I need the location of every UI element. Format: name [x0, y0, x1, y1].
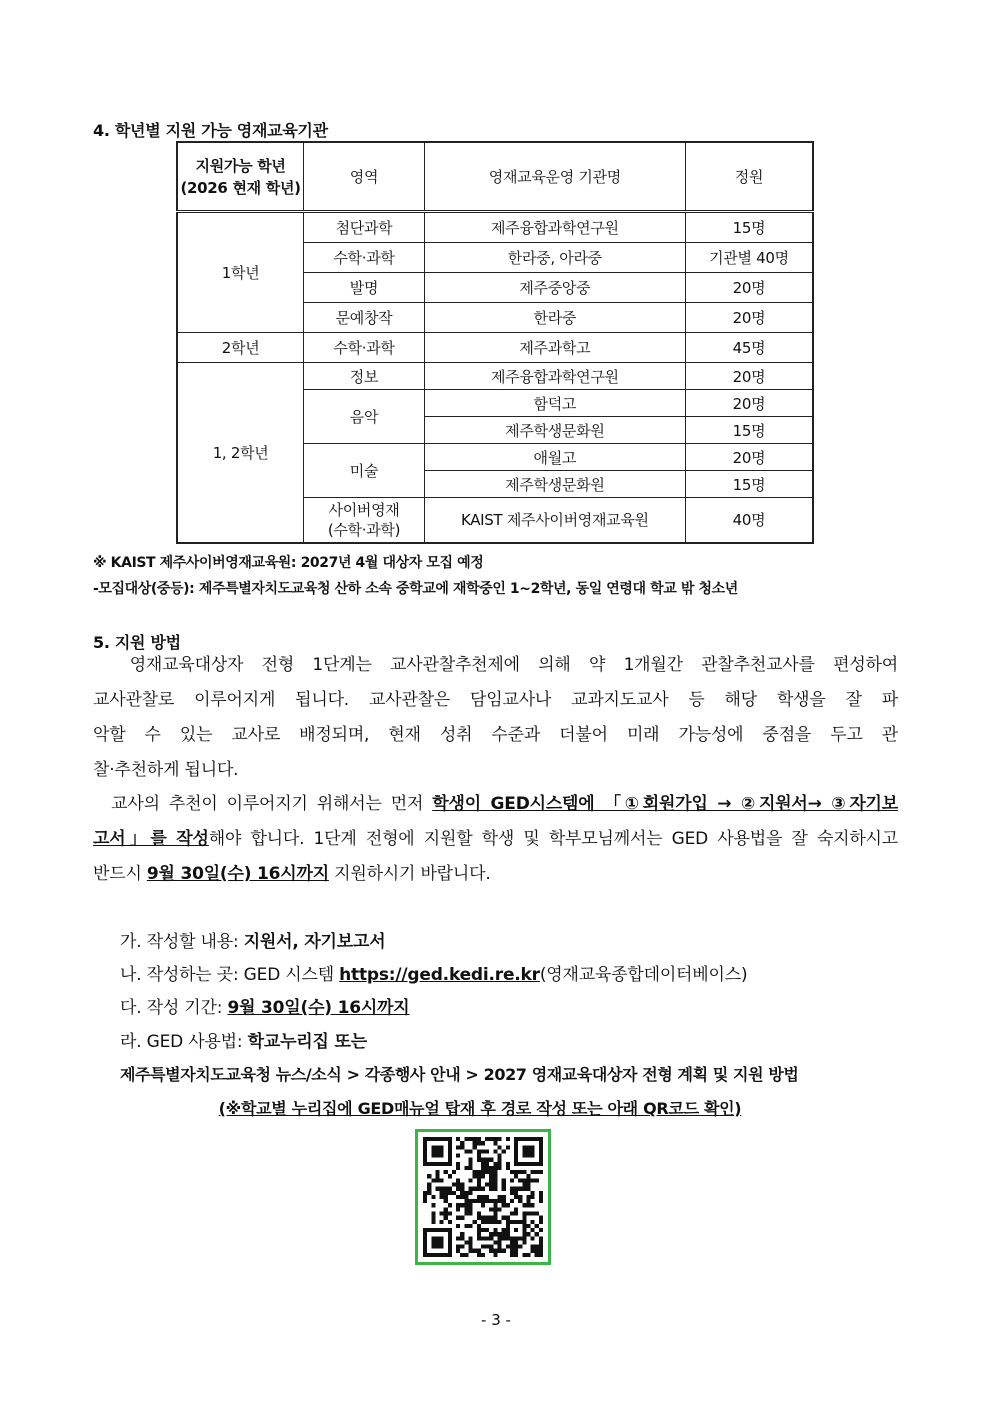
section-5-title: 5. 지원 방법	[93, 633, 181, 652]
capacity-cell: 15명	[685, 417, 813, 444]
institution-table	[176, 141, 814, 544]
table-note-eligibility: -모집대상(중등): 제주특별자치도교육청 산하 소속 중학교에 재학중인 1~2학년, 동일 연령대 학교 밖 청소년	[93, 581, 738, 597]
table-note-kaist: ※ KAIST 제주사이버영재교육원: 2027년 4월 대상자 모집 예정	[93, 555, 484, 571]
capacity-cell: 15명	[685, 212, 813, 243]
institution-cell: 한라중, 아라중	[424, 243, 685, 273]
capacity-cell: 40명	[685, 498, 813, 544]
capacity-cell: 45명	[685, 333, 813, 363]
capacity-cell: 20명	[685, 303, 813, 333]
capacity-cell: 15명	[685, 471, 813, 498]
paragraph-application-steps	[93, 787, 898, 892]
ged-link[interactable]: https://ged.kedi.re.kr	[339, 965, 540, 985]
capacity-cell: 20명	[685, 273, 813, 303]
deadline-value: 9월 30일(수) 16시까지	[227, 998, 410, 1018]
paragraph-line: 영재교육대상자 전형 1단계는 교사관찰추천제에 의해 약 1개월간 관찰추천교사를 편성하여	[93, 655, 898, 675]
institution-cell: 제주과학고	[424, 333, 685, 363]
area-cell: 미술	[304, 444, 425, 498]
institution-cell: 제주중앙중	[424, 273, 685, 303]
paragraph-line: 찰·추천하게 됩니다.	[93, 760, 239, 780]
item-usage: 라. GED 사용법: 학교누리집 또는	[120, 1032, 367, 1052]
table-row	[177, 212, 813, 243]
navigation-path: 제주특별자치도교육청 뉴스/소식 > 각종행사 안내 > 2027 영재교육대상자 전형 계획 및 지원 방법	[120, 1065, 799, 1084]
area-cell: 첨단과학	[304, 212, 425, 243]
institution-cell: 한라중	[424, 303, 685, 333]
header-institution: 영재교육운영 기관명	[424, 142, 685, 212]
header-capacity: 정원	[685, 142, 813, 212]
institution-cell: 제주융합과학연구원	[424, 212, 685, 243]
paragraph-line: 교사관찰로 이루어지게 됩니다. 교사관찰은 담임교사나 교과지도교사 등 해당 학생을 잘 파	[93, 690, 898, 710]
capacity-cell: 20명	[685, 390, 813, 417]
qr-code-icon[interactable]	[415, 1129, 551, 1265]
capacity-cell: 기관별 40명	[685, 243, 813, 273]
paragraph-line: 교사의 추천이 이루어지기 위해서는 먼저 학생이 GED시스템에 「①회원가입 → ②지원서→ ③자기보	[93, 794, 898, 814]
table-row	[177, 333, 813, 363]
item-period: 다. 작성 기간: 9월 30일(수) 16시까지	[120, 998, 410, 1018]
table-header-row	[177, 142, 813, 212]
institution-cell: 제주학생문화원	[424, 471, 685, 498]
institution-cell: 제주융합과학연구원	[424, 363, 685, 390]
area-cell: 사이버영재 (수학·과학)	[304, 498, 425, 544]
area-cell: 음악	[304, 390, 425, 444]
item-location: 나. 작성하는 곳: GED 시스템 https://ged.kedi.re.kr(영재교육종합데이터베이스)	[120, 965, 748, 985]
institution-cell: 함덕고	[424, 390, 685, 417]
highlight-ged-steps-end: 고서」를 작성	[93, 829, 209, 849]
institution-cell: 제주학생문화원	[424, 417, 685, 444]
area-cell: 정보	[304, 363, 425, 390]
item-content: 가. 작성할 내용: 지원서, 자기보고서	[120, 932, 386, 952]
paragraph-line: 고서」를 작성해야 합니다. 1단계 전형에 지원할 학생 및 학부모님께서는 GED 사용법을 잘 숙지하시고	[93, 829, 898, 849]
grade-group-2: 2학년	[177, 333, 304, 363]
capacity-cell: 20명	[685, 444, 813, 471]
institution-cell: KAIST 제주사이버영재교육원	[424, 498, 685, 544]
table-row	[177, 363, 813, 390]
area-cell: 수학·과학	[304, 333, 425, 363]
area-cell: 수학·과학	[304, 243, 425, 273]
grade-group-3: 1, 2학년	[177, 363, 304, 544]
highlight-ged-steps: 학생이 GED시스템에 「①회원가입 → ②지원서→ ③자기보	[432, 794, 898, 814]
paragraph-line: 악할 수 있는 교사로 배정되며, 현재 성취 수준과 더불어 미래 가능성에 중점을 두고 관	[93, 725, 898, 745]
area-cell: 문예창작	[304, 303, 425, 333]
header-area: 영역	[304, 142, 425, 212]
capacity-cell: 20명	[685, 363, 813, 390]
highlight-deadline: 9월 30일(수) 16시까지	[146, 864, 329, 884]
qr-instruction: (※학교별 누리집에 GED매뉴얼 탑재 후 경로 작성 또는 아래 QR코드 확인)	[218, 1099, 742, 1118]
institution-cell: 애월고	[424, 444, 685, 471]
area-cell: 발명	[304, 273, 425, 303]
paragraph-line: 반드시 9월 30일(수) 16시까지 지원하시기 바랍니다.	[93, 864, 491, 884]
section-4-title: 4. 학년별 지원 가능 영재교육기관	[93, 121, 328, 140]
header-grade: 지원가능 학년 (2026 현재 학년)	[177, 142, 304, 212]
grade-group-1: 1학년	[177, 212, 304, 333]
qr-code-graphic	[423, 1137, 543, 1257]
paragraph-selection-process	[93, 648, 898, 788]
page-number: - 3 -	[481, 1311, 511, 1329]
